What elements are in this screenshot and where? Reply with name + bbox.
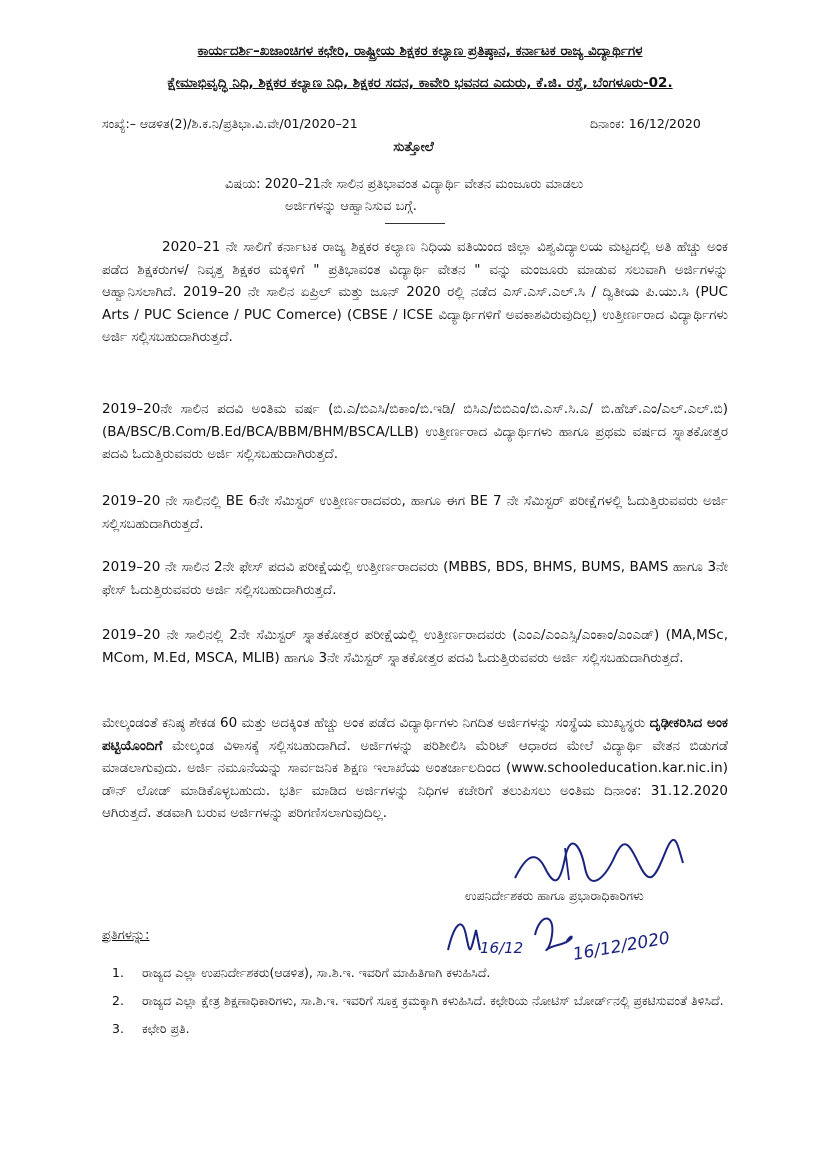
copies-item-number: 2. bbox=[112, 993, 124, 1008]
signatory-designation: ಉಪನಿರ್ದೇಶಕರು ಹಾಗೂ ಪ್ರಭಾರಾಧಿಕಾರಿಗಳು bbox=[465, 888, 644, 903]
circular-date: ದಿನಾಂಕ: 16/12/2020 bbox=[590, 116, 701, 131]
subject-line-2: ಅರ್ಜಿಗಳನ್ನು ಆಹ್ವಾನಿಸುವ ಬಗ್ಗೆ. bbox=[285, 199, 417, 214]
copies-item-text: ರಾಜ್ಯದ ಎಲ್ಲಾ ಕ್ಷೇತ್ರ ಶಿಕ್ಷಣಾಧಿಕಾರಿಗಳು, ಸಾ.ಶಿ.ಇ. ಇವರಿಗೆ ಸೂಕ್ತ ಕ್ರಮಕ್ಕಾಗಿ ಕಳುಹಿಸಿದೆ. ಕಛೇರಿಯ ನೋಟಿಸ್ ಬೋರ್ಡ್‌ನಲ್ಲಿ ಪ್ರಕಟಿಸುವಂತೆ ತಿಳಿಸಿದೆ. bbox=[142, 993, 724, 1008]
copies-item-text: ಕಛೇರಿ ಪ್ರತಿ. bbox=[142, 1021, 190, 1036]
header-line-1: ಕಾರ್ಯದರ್ಶಿ–ಖಜಾಂಚಿಗಳ ಕಛೇರಿ, ರಾಷ್ಟ್ರೀಯ ಶಿಕ್ಷಕರ ಕಲ್ಯಾಣ ಪ್ರತಿಷ್ಠಾನ, ಕರ್ನಾಟಕ ರಾಜ್ಯ ವಿದ್ಯಾರ್ಥಿಗಳ bbox=[197, 43, 643, 59]
paragraph-1: 2020–21 ನೇ ಸಾಲಿಗೆ ಕರ್ನಾಟಕ ರಾಜ್ಯ ಶಿಕ್ಷಕರ ಕಲ್ಯಾಣ ನಿಧಿಯ ವತಿಯಿಂದ ಜಿಲ್ಲಾ ವಿಶ್ವವಿದ್ಯಾಲಯ ಮಟ್ಟದಲ್ಲಿ ಅತಿ ಹೆಚ್ಚು ಅಂಕ ಪಡೆದ ಶಿಕ್ಷಕರುಗಳ/ ನಿವೃತ್ತ ಶಿಕ್ಷಕರ ಮಕ್ಕಳಿಗೆ " ಪ್ರತಿಭಾವಂತ ವಿದ್ಯಾರ್ಥಿ ವೇತನ " ವನ್ನು ಮಂಜೂರು ಮಾಡುವ ಸಲುವಾಗಿ ಅರ್ಜಿಗಳನ್ನು ಆಹ್ವಾನಿಸಲಾಗಿದೆ. 2019–20 ನೇ ಸಾಲಿನ ಏಪ್ರಿಲ್ ಮತ್ತು ಜೂನ್ 2020 ರಲ್ಲಿ ನಡೆದ ಎಸ್.ಎಸ್.ಎಲ್.ಸಿ / ದ್ವಿತೀಯ ಪಿ.ಯು.ಸಿ (PUC Arts / PUC Science / PUC Comerce) (CBSE / ICSE ವಿದ್ಯಾರ್ಥಿಗಳಿಗೆ ಅವಕಾಶವಿರುವುದಿಲ್ಲ) ಉತ್ತೀರ್ಣರಾದ ವಿದ್ಯಾರ್ಥಿಗಳು ಅರ್ಜಿ ಸಲ್ಲಿಸಬಹುದಾಗಿರುತ್ತದೆ. bbox=[102, 239, 728, 345]
paragraph-5: 2019–20 ನೇ ಸಾಲಿನಲ್ಲಿ 2ನೇ ಸೆಮಿಸ್ಟರ್ ಸ್ನಾತಕೋತ್ತರ ಪರೀಕ್ಷೆಯಲ್ಲಿ ಉತ್ತೀರ್ಣರಾದವರು (ಎಂಎ/ಎಂಎಸ್ಸಿ/ಎಂಕಾಂ/ಎಂಎಡ್) (MA,MSc, MCom, M.Ed, MSCA, MLIB) ಹಾಗೂ 3ನೇ ಸೆಮಿಸ್ಟರ್ ಸ್ನಾತಕೋತ್ತರ ಪದವಿ ಓದುತ್ತಿರುವವರು ಅರ್ಜಿ ಸಲ್ಲಿಸಬಹುದಾಗಿರುತ್ತದೆ. bbox=[102, 627, 728, 666]
copies-item bbox=[112, 1018, 732, 1040]
circular-title: ಸುತ್ತೋಲೆ bbox=[393, 140, 434, 155]
paragraph-6-text-b: ಮೇಲ್ಕಂಡ ವಿಳಾಸಕ್ಕೆ ಸಲ್ಲಿಸಬಹುದಾಗಿದೆ. ಅರ್ಜಿಗಳನ್ನು ಪರಿಶೀಲಿಸಿ ಮೆರಿಟ್ ಆಧಾರದ ಮೇಲೆ ವಿದ್ಯಾರ್ಥಿ ವೇತನ ಬಿಡುಗಡೆ ಮಾಡಲಾಗುವುದು. ಅರ್ಜಿ ನಮೂನೆಯನ್ನು ಸಾರ್ವಜನಿಕ ಶಿಕ್ಷಣ ಇಲಾಖೆಯ ಅಂತರ್ಜಾಲದಿಂದ (www.schooleducation.kar.nic.in) ಡೌನ್ ಲೋಡ್ ಮಾಡಿಕೊಳ್ಳಬಹುದು. ಭರ್ತಿ ಮಾಡಿದ ಅರ್ಜಿಗಳನ್ನು ನಿಧಿಗಳ ಕಚೇರಿಗೆ ತಲುಪಿಸಲು ಅಂತಿಮ ದಿನಾಂಕ: 31.12.2020 ಆಗಿರುತ್ತದೆ. ತಡವಾಗಿ ಬರುವ ಅರ್ಜಿಗಳನ್ನು ಪರಿಗಣಿಸಲಾಗುವುದಿಲ್ಲ. bbox=[102, 737, 728, 821]
sign-date-text: 16/12/2020 bbox=[571, 928, 672, 965]
copies-list bbox=[112, 962, 732, 1046]
paragraph-3: 2019–20 ನೇ ಸಾಲಿನಲ್ಲಿ BE 6ನೇ ಸೆಮಿಸ್ಟರ್ ಉತ್ತೀರ್ಣರಾದವರು, ಹಾಗೂ ಈಗ BE 7 ನೇ ಸೆಮಿಸ್ಟರ್ ಪರೀಕ್ಷೆಗಳಲ್ಲಿ ಓದುತ್ತಿರುವವರು ಅರ್ಜಿ ಸಲ್ಲಿಸಬಹುದಾಗಿರುತ್ತದೆ. bbox=[102, 493, 728, 532]
copies-item bbox=[112, 962, 732, 984]
signature-mark bbox=[505, 838, 695, 888]
subject-divider bbox=[385, 223, 445, 224]
paragraph-2: 2019–20ನೇ ಸಾಲಿನ ಪದವಿ ಅಂತಿಮ ವರ್ಷ (ಬಿ.ಎ/ಬಿಎಸಿ/ಬಿಕಾಂ/ಬಿ.ಇಡಿ/ ಬಿಸಿಎ/ಬಿಬಿಎಂ/ಬಿ.ಎಸ್.ಸಿ.ಎ/ ಬಿ.ಹೆಚ್.ಎಂ/ಎಲ್.ಎಲ್.ಬಿ) (BA/BSC/B.Com/B.Ed/BCA/BBM/BHM/BSCA/LLB) ಉತ್ತೀರ್ಣರಾದ ವಿದ್ಯಾರ್ಥಿಗಳು ಹಾಗೂ ಪ್ರಥಮ ವರ್ಷದ ಸ್ನಾತಕೋತ್ತರ ಪದವಿ ಓದುತ್ತಿರುವವರು ಅರ್ಜಿ ಸಲ್ಲಿಸಬಹುದಾಗಿರುತ್ತದೆ. bbox=[102, 401, 728, 462]
copies-item bbox=[112, 990, 732, 1012]
copies-item-number: 3. bbox=[112, 1021, 124, 1036]
paragraph-4: 2019–20 ನೇ ಸಾಲಿನ 2ನೇ ಫೇಸ್ ಪದವಿ ಪರೀಕ್ಷೆಯಲ್ಲಿ ಉತ್ತೀರ್ಣರಾದವರು (MBBS, BDS, BHMS, BUMS, BAMS ಹಾಗೂ 3ನೇ ಫೇಸ್ ಓದುತ್ತಿರುವವರು ಅರ್ಜಿ ಸಲ್ಲಿಸಬಹುದಾಗಿರುತ್ತದೆ. bbox=[102, 559, 728, 598]
copies-item-number: 1. bbox=[112, 965, 124, 980]
paragraph-6 bbox=[102, 712, 728, 825]
copies-item-text: ರಾಜ್ಯದ ಎಲ್ಲಾ ಉಪನಿರ್ದೇಶಕರು(ಆಡಳಿತ), ಸಾ.ಶಿ.ಇ. ಇವರಿಗೆ ಮಾಹಿತಿಗಾಗಿ ಕಳುಹಿಸಿದೆ. bbox=[142, 965, 491, 980]
header-line-2: ಕ್ಷೇಮಾಭಿವೃದ್ಧಿ ನಿಧಿ, ಶಿಕ್ಷಕರ ಕಲ್ಯಾಣ ನಿಧಿ, ಶಿಕ್ಷಕರ ಸದನ, ಕಾವೇರಿ ಭವನದ ಎದುರು, ಕೆ.ಜಿ. ರಸ್ತೆ, ಬೆಂಗಳೂರು-02. bbox=[167, 75, 673, 91]
copies-heading: ಪ್ರತಿಗಳನ್ನು: bbox=[102, 928, 150, 943]
paragraph-6-text-a: ಮೇಲ್ಕಂಡಂತೆ ಕನಿಷ್ಠ ಶೇಕಡ 60 ಮತ್ತು ಅದಕ್ಕಿಂತ ಹೆಚ್ಚು ಅಂಕ ಪಡೆದ ವಿದ್ಯಾರ್ಥಿಗಳು ನಿಗದಿತ ಅರ್ಜಿಗಳನ್ನು ಸಂಸ್ಥೆಯ ಮುಖ್ಯಸ್ಥರು bbox=[102, 715, 650, 731]
initial-date-text: 16/12 bbox=[480, 939, 524, 957]
subject-line-1: ವಿಷಯ: 2020–21ನೇ ಸಾಲಿನ ಪ್ರತಿಭಾವಂತ ವಿದ್ಯಾರ್ಥಿ ವೇತನ ಮಂಜೂರು ಮಾಡಲು bbox=[225, 177, 584, 192]
paragraph-6-bold: ದೃಢೀಕರಿಸಿದ ಅಂಕ ಪಟ್ಟಿಯೊಂದಿಗೆ bbox=[102, 715, 728, 754]
reference-number: ಸಂಖ್ಯೆ:– ಆಡಳಿತ(2)/ಶಿ.ಕ.ನಿ/ಪ್ರತಿಭಾ.ವಿ.ವೇ/01/2020–21 bbox=[102, 116, 358, 131]
